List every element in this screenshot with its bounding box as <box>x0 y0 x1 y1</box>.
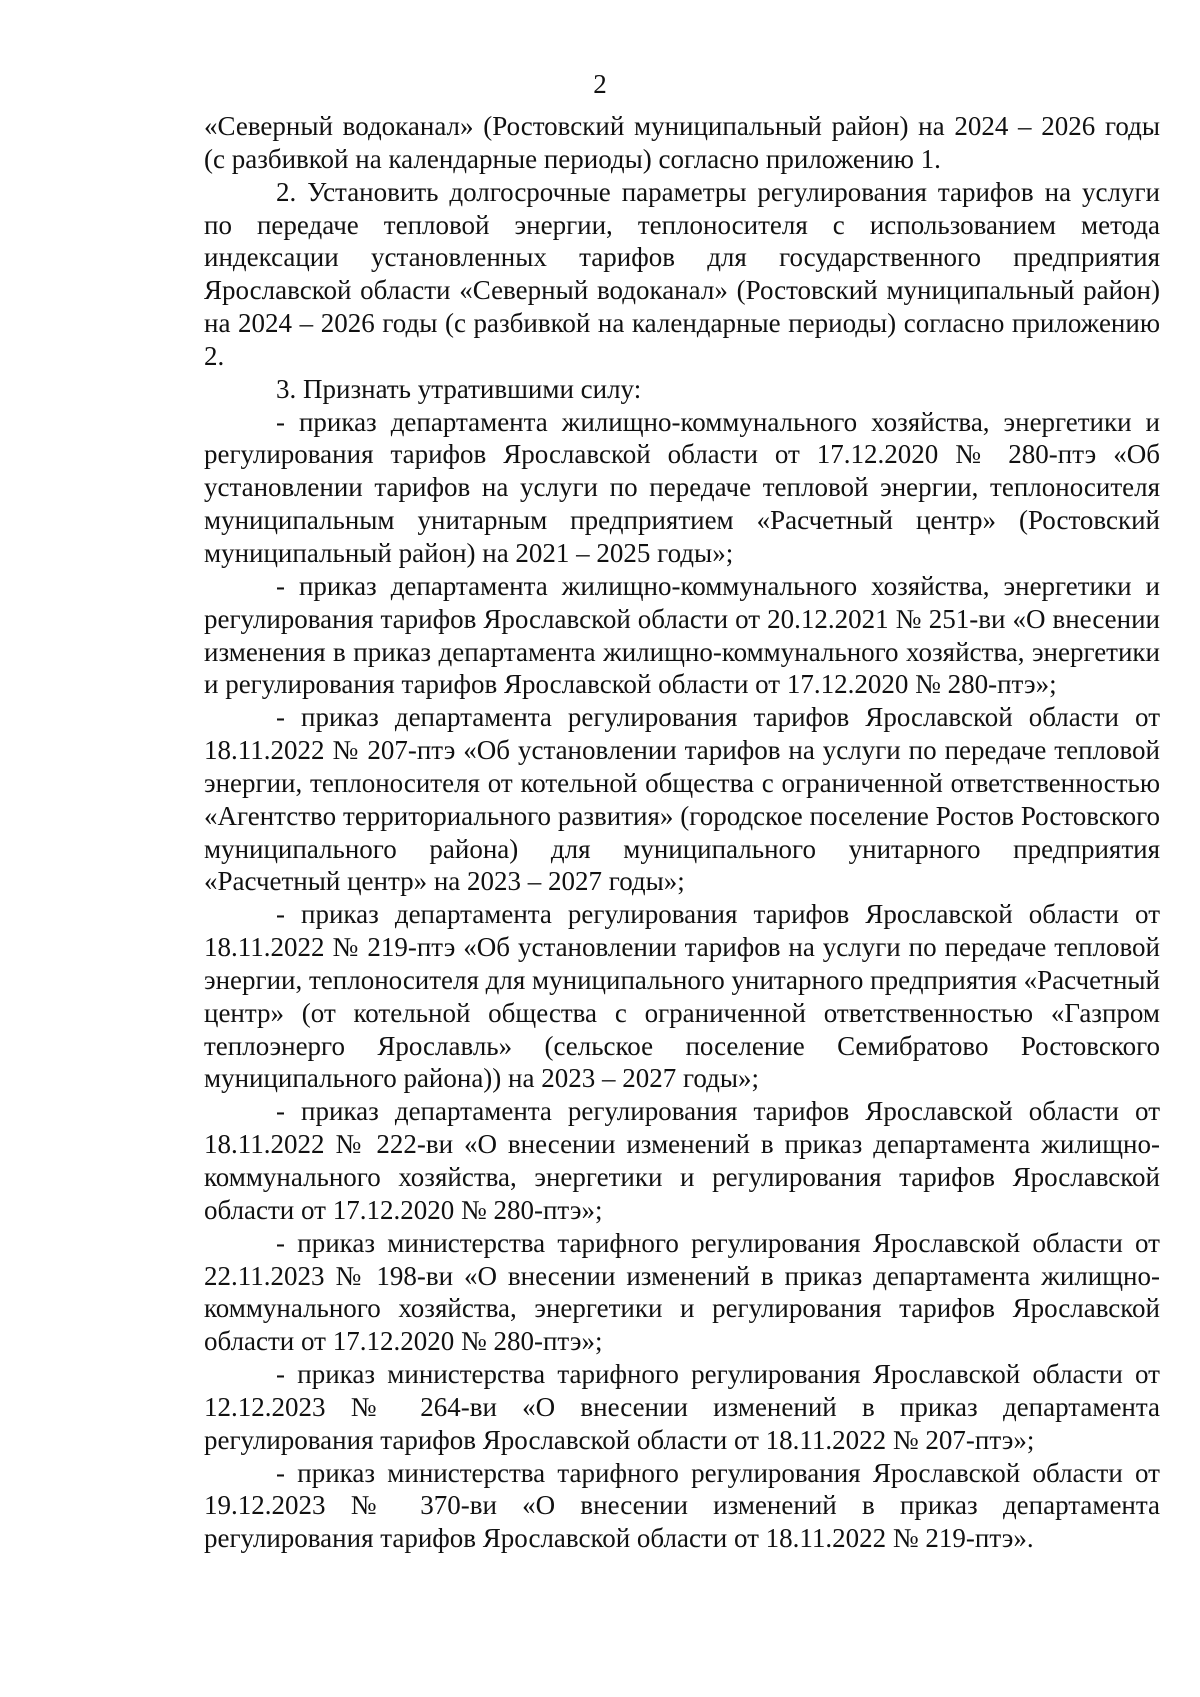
repealed-order-1: - приказ департамента жилищно-коммунального хозяйства, энергетики и регулирования тарифов Ярославской области от 17.12.2020 № 280-птэ «Об установлении тарифов на услуги по передаче тепловой энергии, теплоносителя муниципальным унитарным предприятием «Расчетный центр» (Ростовский муниципальный район) на 2021 – 2025 годы»; <box>204 406 1160 568</box>
repealed-order-3: - приказ департамента регулирования тарифов Ярославской области от 18.11.2022 № 207-птэ «Об установлении тарифов на услуги по передаче тепловой энергии, теплоносителя от котельной общества с ограниченной ответственностью «Агентство территориального развития» (городское поселение Ростов Ростовского муниципального района) для муниципального унитарного предприятия «Расчетный центр» на 2023 – 2027 годы»; <box>204 702 1160 897</box>
page-number: 2 <box>593 69 607 99</box>
paragraph-item-3: 3. Признать утратившими силу: <box>276 373 642 404</box>
repealed-order-4: - приказ департамента регулирования тарифов Ярославской области от 18.11.2022 № 219-птэ «Об установлении тарифов на услуги по передаче тепловой энергии, теплоносителя для муниципального унитарного предприятия «Расчетный центр» (от котельной общества с ограниченной ответственностью «Газпром теплоэнерго Ярославль» (сельское поселение Семибратово Ростовского муниципального района)) на 2023 – 2027 годы»; <box>204 899 1161 1094</box>
repealed-order-7: - приказ министерства тарифного регулирования Ярославской области от 12.12.2023 № 264-ви «О внесении изменений в приказ департамента регулирования тарифов Ярославской области от 18.11.2022 № 207-птэ»; <box>204 1359 1160 1455</box>
repealed-order-5: - приказ департамента регулирования тарифов Ярославской области от 18.11.2022 № 222-ви «О внесении изменений в приказ департамента жилищно-коммунального хозяйства, энергетики и регулирования тарифов Ярославской области от 17.12.2020 № 280-птэ»; <box>204 1096 1160 1225</box>
repealed-order-6: - приказ министерства тарифного регулирования Ярославской области от 22.11.2023 № 198-ви «О внесении изменений в приказ департамента жилищно-коммунального хозяйства, энергетики и регулирования тарифов Ярославской области от 17.12.2020 № 280-птэ»; <box>204 1227 1160 1357</box>
repealed-order-2: - приказ департамента жилищно-коммунального хозяйства, энергетики и регулирования тарифов Ярославской области от 20.12.2021 № 251-ви «О внесении изменения в приказ департамента жилищно-коммунального хозяйства, энергетики и регулирования тарифов Ярославской области от 17.12.2020 № 280-птэ»; <box>204 570 1160 700</box>
document-body <box>204 110 1160 1555</box>
paragraph-continuation: «Северный водоканал» (Ростовский муниципальный район) на 2024 – 2026 годы (с разбивкой на календарные периоды) согласно приложению 1. <box>204 111 1160 174</box>
paragraph-item-2: 2. Установить долгосрочные параметры регулирования тарифов на услуги по передаче тепловой энергии, теплоносителя с использованием метода индексации установленных тарифов для государственного предприятия Ярославской области «Северный водоканал» (Ростовский муниципальный район) на 2024 – 2026 годы (с разбивкой на календарные периоды) согласно приложению 2. <box>204 176 1160 371</box>
repealed-order-8: - приказ министерства тарифного регулирования Ярославской области от 19.12.2023 № 370-ви «О внесении изменений в приказ департамента регулирования тарифов Ярославской области от 18.11.2022 № 219-птэ». <box>204 1457 1160 1554</box>
